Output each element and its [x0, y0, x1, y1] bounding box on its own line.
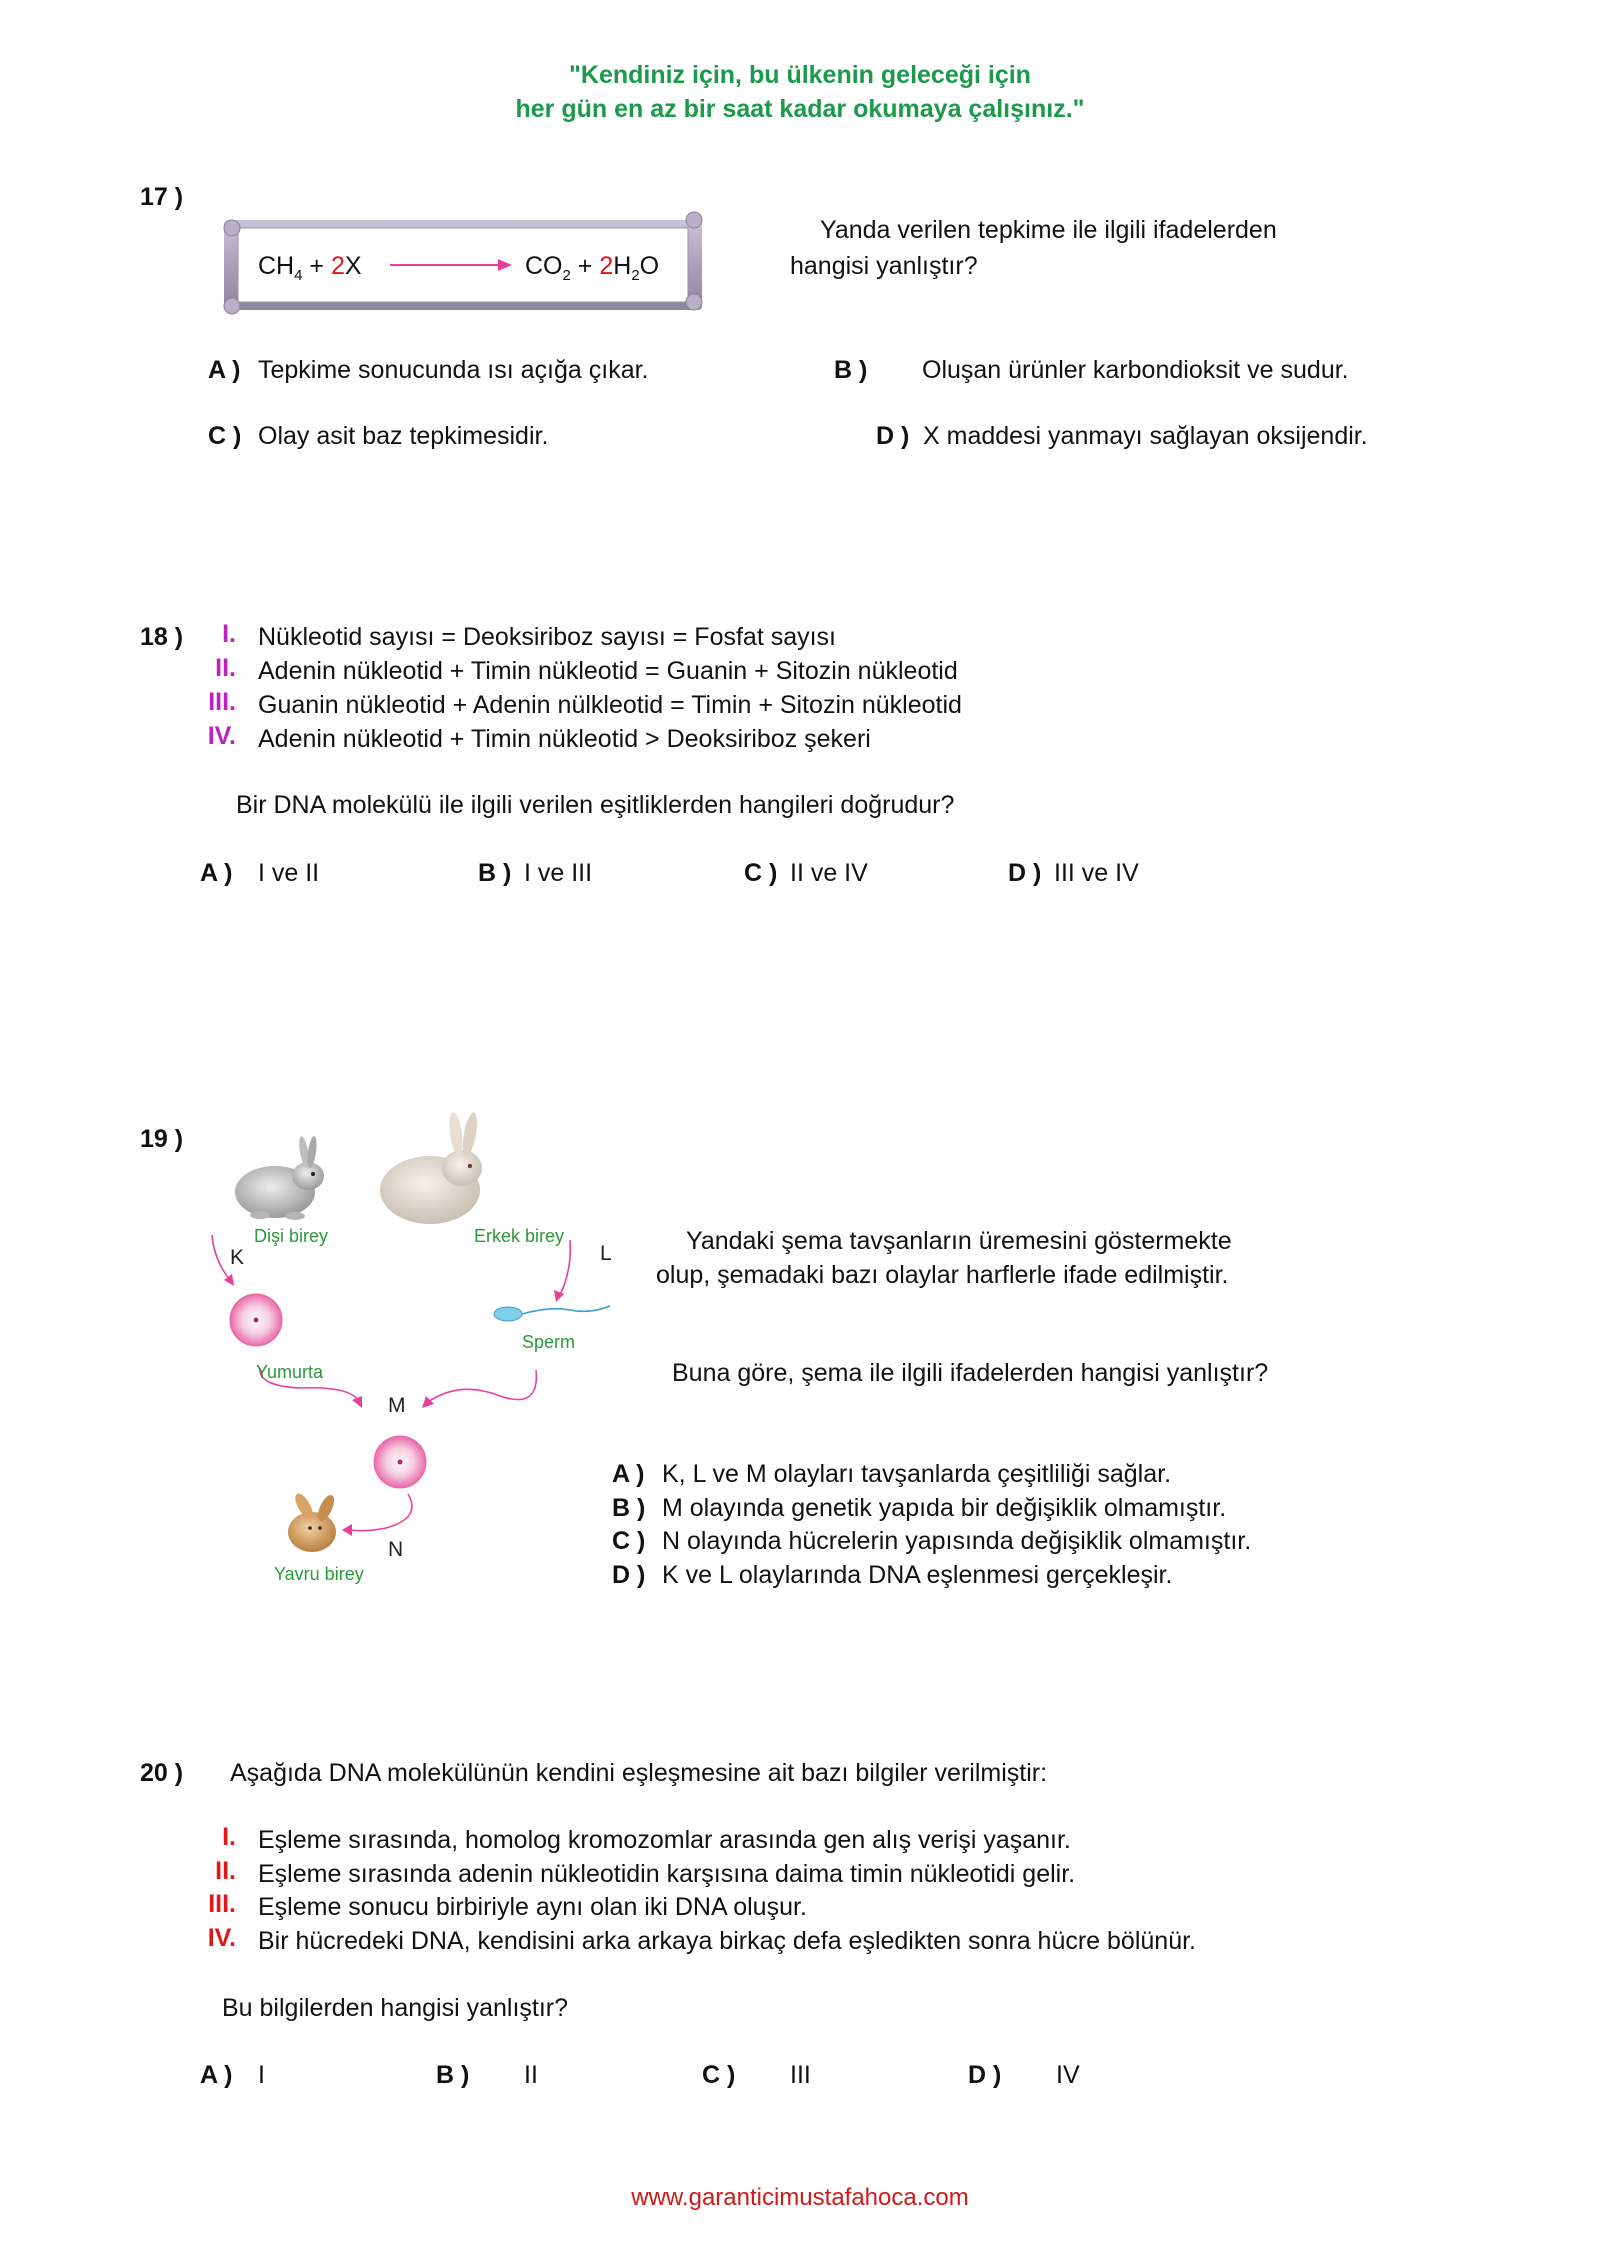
q18-option-b-label[interactable]: B ) — [478, 859, 512, 887]
q19-option-d-text[interactable]: K ve L olaylarında DNA eşlenmesi gerçekleşir. — [662, 1561, 1173, 1589]
q19-option-b-label[interactable]: B ) — [612, 1494, 646, 1522]
q18-statement-2: Adenin nükleotid + Timin nükleotid = Guanin + Sitozin nükleotid — [258, 657, 958, 685]
q20-option-b-label[interactable]: B ) — [436, 2061, 470, 2089]
q20-roman-1: I. — [222, 1823, 236, 1851]
q20-roman-2: II. — [215, 1857, 236, 1885]
reaction-arrow-icon — [388, 255, 514, 275]
baby-rabbit-icon — [288, 1491, 337, 1552]
q19-option-a-text[interactable]: K, L ve M olayları tavşanlarda çeşitliliği sağlar. — [662, 1460, 1172, 1488]
q18-option-b-text[interactable]: I ve III — [524, 859, 593, 887]
motto-line-1: "Kendiniz için, bu ülkenin geleceği için — [569, 61, 1031, 89]
label-egg: Yumurta — [256, 1362, 324, 1382]
q17-option-c-label[interactable]: C ) — [208, 422, 242, 450]
q18-option-a-text[interactable]: I ve II — [258, 859, 320, 887]
q20-option-b-text[interactable]: II — [524, 2061, 538, 2089]
question-17-stem-line-2: hangisi yanlıştır? — [790, 252, 978, 280]
question-19-number: 19 ) — [140, 1125, 184, 1153]
label-male: Erkek birey — [474, 1226, 565, 1246]
label-sperm: Sperm — [522, 1332, 576, 1352]
label-k: K — [230, 1246, 245, 1269]
q20-statement-2: Eşleme sırasında adenin nükleotidin karşısına daima timin nükleotidi gelir. — [258, 1860, 1076, 1888]
q20-roman-4: IV. — [207, 1924, 236, 1952]
question-17-stem-line-1: Yanda verilen tepkime ile ilgili ifadelerden — [820, 216, 1277, 244]
label-female: Dişi birey — [254, 1226, 329, 1246]
q20-statement-1: Eşleme sırasında, homolog kromozomlar arasında gen alış verişi yaşanır. — [258, 1826, 1071, 1854]
footer-url-link[interactable]: www.garanticimustafahoca.com — [631, 2184, 969, 2211]
question-18-stem: Bir DNA molekülü ile ilgili verilen eşitliklerden hangileri doğrudur? — [236, 791, 955, 819]
q20-option-d-label[interactable]: D ) — [968, 2061, 1002, 2089]
q18-option-c-text[interactable]: II ve IV — [790, 859, 868, 887]
q17-option-a-label[interactable]: A ) — [208, 356, 241, 384]
q18-roman-3: III. — [208, 688, 236, 716]
q17-option-c-text[interactable]: Olay asit baz tepkimesidir. — [258, 422, 549, 450]
label-l: L — [600, 1242, 612, 1265]
q17-option-b-text[interactable]: Oluşan ürünler karbondioksit ve sudur. — [922, 356, 1349, 384]
q20-roman-3: III. — [208, 1890, 236, 1918]
question-19-stem-line-2: olup, şemadaki bazı olaylar harflerle ifade edilmiştir. — [656, 1261, 1229, 1289]
q18-roman-4: IV. — [207, 722, 236, 750]
q18-option-c-label[interactable]: C ) — [744, 859, 778, 887]
q20-option-d-text[interactable]: IV — [1056, 2061, 1080, 2089]
q19-option-c-text[interactable]: N olayında hücrelerin yapısında değişiklik olmamıştır. — [662, 1527, 1252, 1555]
female-rabbit-icon — [235, 1136, 324, 1220]
q20-statement-4: Bir hücredeki DNA, kendisini arka arkaya birkaç defa eşledikten sonra hücre bölünür. — [258, 1927, 1196, 1955]
q18-option-d-label[interactable]: D ) — [1008, 859, 1042, 887]
q18-roman-2: II. — [215, 654, 236, 682]
q18-roman-1: I. — [222, 620, 236, 648]
q19-option-b-text[interactable]: M olayında genetik yapıda bir değişiklik olmamıştır. — [662, 1494, 1227, 1522]
q20-option-a-label[interactable]: A ) — [200, 2061, 233, 2089]
question-19-stem-line-3: Buna göre, şema ile ilgili ifadelerden hangisi yanlıştır? — [672, 1359, 1269, 1387]
question-18-number: 18 ) — [140, 623, 184, 651]
q20-option-c-text[interactable]: III — [790, 2061, 811, 2089]
q17-option-d-label[interactable]: D ) — [876, 422, 910, 450]
sperm-icon — [494, 1306, 610, 1321]
q17-option-a-text[interactable]: Tepkime sonucunda ısı açığa çıkar. — [258, 356, 649, 384]
q19-option-d-label[interactable]: D ) — [612, 1561, 646, 1589]
q18-statement-4: Adenin nükleotid + Timin nükleotid > Deoksiriboz şekeri — [258, 725, 871, 753]
motto-line-2: her gün en az bir saat kadar okumaya çalışınız." — [515, 95, 1085, 123]
question-17-number: 17 ) — [140, 183, 184, 211]
question-20-number: 20 ) — [140, 1759, 184, 1787]
question-20-stem: Bu bilgilerden hangisi yanlıştır? — [222, 1994, 569, 2022]
q18-statement-3: Guanin nükleotid + Adenin nülkleotid = Timin + Sitozin nükleotid — [258, 691, 962, 719]
q18-option-a-label[interactable]: A ) — [200, 859, 233, 887]
reaction-reactants: $CH_4 + 2X$ — [258, 252, 362, 284]
label-m: M — [388, 1394, 406, 1417]
reaction-products: $CO_2 + 2H_2O$ — [525, 252, 660, 284]
rabbit-reproduction-diagram — [200, 1110, 630, 1590]
q20-option-c-label[interactable]: C ) — [702, 2061, 736, 2089]
q18-statement-1: Nükleotid sayısı = Deoksiriboz sayısı = Fosfat sayısı — [258, 623, 837, 651]
male-rabbit-icon — [380, 1111, 482, 1224]
q18-option-d-text[interactable]: III ve IV — [1054, 859, 1139, 887]
q17-option-b-label[interactable]: B ) — [834, 356, 868, 384]
question-20-intro: Aşağıda DNA molekülünün kendini eşleşmesine ait bazı bilgiler verilmiştir: — [230, 1759, 1048, 1787]
q19-option-c-label[interactable]: C ) — [612, 1527, 646, 1555]
q17-option-d-text[interactable]: X maddesi yanmayı sağlayan oksijendir. — [923, 422, 1368, 450]
q19-option-a-label[interactable]: A ) — [612, 1460, 645, 1488]
label-offspring: Yavru birey — [274, 1564, 364, 1584]
question-19-stem-line-1: Yandaki şema tavşanların üremesini göstermekte — [686, 1227, 1232, 1255]
q20-statement-3: Eşleme sonucu birbiriyle aynı olan iki DNA oluşur. — [258, 1893, 807, 1921]
q20-option-a-text[interactable]: I — [258, 2061, 265, 2089]
label-n: N — [388, 1538, 404, 1561]
